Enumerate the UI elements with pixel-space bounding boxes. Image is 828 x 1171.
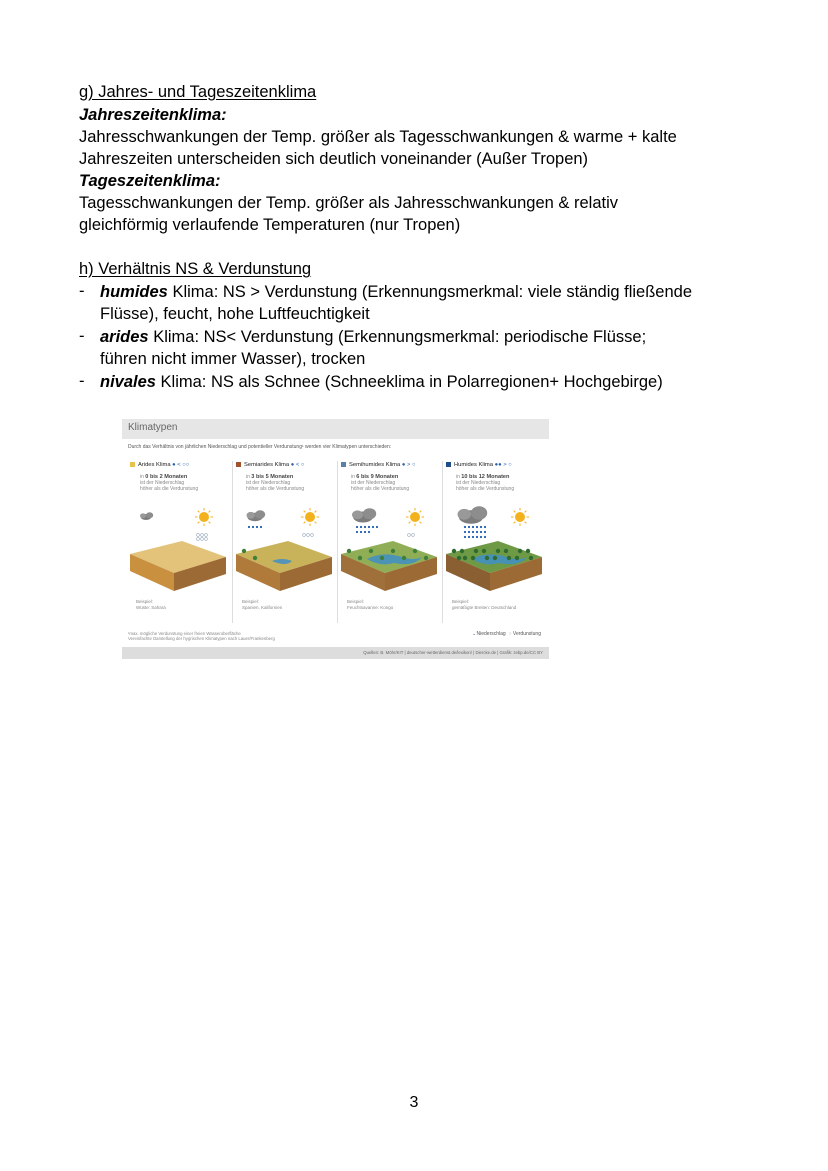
tree-icon — [474, 549, 478, 553]
tree-icon — [253, 556, 257, 560]
tree-icon — [391, 549, 395, 553]
list-item-text: Klima: NS als Schnee (Schneeklima in Polarregionen+ Hochgebirge) — [155, 373, 663, 391]
figure-title: Klimatypen — [128, 422, 178, 433]
list-item-text: Klima: NS< Verdunstung (Erkennungsmerkmal: periodische Flüsse; — [148, 328, 647, 346]
tree-icon — [493, 556, 497, 560]
sun-ray — [304, 522, 306, 524]
tree-icon — [515, 556, 519, 560]
sun-ray — [525, 511, 527, 513]
raindrop — [464, 536, 466, 538]
tree-icon — [518, 549, 522, 553]
sun-ray — [420, 511, 422, 513]
climate-column-arid — [126, 459, 230, 625]
raindrop — [360, 531, 362, 533]
bullet: - — [79, 282, 85, 300]
sun-icon — [410, 512, 420, 522]
bullet: - — [79, 372, 85, 390]
raindrop — [368, 531, 370, 533]
sun-ray — [304, 511, 306, 513]
column-description: in 0 bis 2 Monaten ist der Niederschlag höher als die Verdunstung — [140, 474, 199, 492]
raindrop — [464, 531, 466, 533]
evaporation-icon: ○ — [508, 631, 512, 637]
cloud-icon — [352, 508, 376, 522]
evaporation-bubble — [307, 534, 310, 537]
tageszeitenklima-text-2: gleichförmig verlaufende Temperaturen (nur Tropen) — [79, 216, 461, 234]
figure-footer — [122, 647, 549, 659]
jahreszeitenklima-text-1: Jahresschwankungen der Temp. größer als Tagesschwankungen & warme + kalte — [79, 128, 677, 146]
term-nivales: nivales — [100, 373, 156, 391]
figure-notes: ¹max. mögliche Verdunstung einer freien Wasseroberfläche Vereinfachte Darstellung der hygrischen Klimatypen nach Lauer/Frankenberg — [128, 631, 275, 641]
evaporation-bubble — [197, 534, 200, 537]
cloud-icon — [140, 512, 153, 520]
term-arides: arides — [100, 328, 149, 346]
sun-ray — [315, 511, 317, 513]
column-name: Semihumides Klima — [349, 462, 401, 468]
tree-icon — [482, 549, 486, 553]
color-swatch — [130, 462, 135, 467]
raindrop — [484, 531, 486, 533]
sun-icon — [515, 512, 525, 522]
color-swatch — [446, 462, 451, 467]
tree-icon — [463, 556, 467, 560]
legend-rain-label: Niederschlag — [476, 631, 506, 637]
column-name: Semiarides Klima — [244, 462, 290, 468]
raindrop — [468, 531, 470, 533]
ratio-symbol: ● < ○ — [290, 462, 305, 468]
section-g-heading: g) Jahres- und Tageszeitenklima — [79, 83, 317, 101]
raindrop — [472, 536, 474, 538]
evaporation-bubble — [205, 538, 208, 541]
column-example: Beispiel: Wüste: Sahara — [136, 599, 166, 610]
tree-icon — [424, 556, 428, 560]
climate-column-humid — [442, 459, 546, 625]
column-heading — [236, 462, 304, 468]
tree-icon — [526, 549, 530, 553]
tree-icon — [471, 556, 475, 560]
raindrop — [368, 526, 370, 528]
raindrop — [256, 526, 258, 528]
jahreszeitenklima-text-2: Jahreszeiten unterscheiden sich deutlich voneinander (Außer Tropen) — [79, 150, 589, 168]
evaporation-bubble — [201, 538, 204, 541]
raindrop — [360, 526, 362, 528]
tree-icon — [460, 549, 464, 553]
figure-subtitle: Durch das Verhältnis von jährlichen Niederschlag und potentieller Verdunstung¹ werden vier Klimatypen unterschieden: — [128, 444, 392, 450]
evaporation-bubble — [311, 534, 314, 537]
raindrop — [476, 536, 478, 538]
raindrop — [464, 526, 466, 528]
evaporation-bubble — [303, 534, 306, 537]
list-item-arides — [100, 326, 646, 348]
raindrop — [484, 536, 486, 538]
evaporation-bubble — [201, 534, 204, 537]
list-item-arides-cont: führen nicht immer Wasser), trocken — [100, 350, 366, 368]
raindrop — [364, 531, 366, 533]
raindrop — [364, 526, 366, 528]
klimatypen-figure — [122, 419, 549, 659]
sun-ray — [409, 511, 411, 513]
column-description: in 10 bis 12 Monaten ist der Niederschlag höher als die Verdunstung — [456, 474, 515, 492]
sun-ray — [409, 522, 411, 524]
raindrop — [376, 526, 378, 528]
climate-column-semiarid — [232, 459, 336, 625]
tree-icon — [485, 556, 489, 560]
raindrop — [472, 531, 474, 533]
cloud-icon — [458, 506, 488, 524]
tree-icon — [529, 556, 533, 560]
evaporation-bubble — [412, 534, 415, 537]
column-description: in 6 bis 9 Monaten ist der Niederschlag höher als die Verdunstung — [351, 474, 410, 492]
page-number: 3 — [409, 1094, 419, 1111]
color-swatch — [236, 462, 241, 467]
raindrop — [476, 526, 478, 528]
ratio-symbol: ● < ○○ — [172, 462, 190, 468]
landscape-illustration — [337, 499, 441, 609]
sun-ray — [209, 522, 211, 524]
tree-icon — [358, 556, 362, 560]
section-h-heading: h) Verhältnis NS & Verdunstung — [79, 260, 312, 278]
sun-ray — [420, 522, 422, 524]
tree-icon — [413, 549, 417, 553]
raindrop — [480, 526, 482, 528]
raindrop — [480, 536, 482, 538]
raindrop — [468, 526, 470, 528]
column-example: Beispiel: Spanien, Kalifornien — [242, 599, 283, 610]
evaporation-bubble — [408, 534, 411, 537]
raindrop — [372, 526, 374, 528]
raindrop — [484, 526, 486, 528]
raindrop — [252, 526, 254, 528]
tree-icon — [347, 549, 351, 553]
legend-evap-label: Verdunstung — [512, 631, 541, 637]
color-swatch — [341, 462, 346, 467]
figure-source: Quellen: B. Möhr/KIT | deutscher-wetterdienst.de/lexikon/ | Diercke.de | Grafik: zebp.de/CC BY — [363, 650, 543, 655]
raindrop — [476, 531, 478, 533]
evaporation-bubble — [197, 538, 200, 541]
tree-icon — [457, 556, 461, 560]
list-item-humides — [100, 281, 692, 303]
ratio-symbol: ● > ○ — [401, 462, 416, 468]
list-item-nivales — [100, 371, 663, 393]
climate-column-semihumid — [337, 459, 441, 625]
tree-icon — [504, 549, 508, 553]
sun-ray — [514, 511, 516, 513]
sun-ray — [315, 522, 317, 524]
raindrop — [468, 536, 470, 538]
evaporation-bubble — [205, 534, 208, 537]
column-heading — [341, 462, 415, 468]
tageszeitenklima-text-1: Tagesschwankungen der Temp. größer als Jahresschwankungen & relativ — [79, 194, 618, 212]
tageszeitenklima-title: Tageszeitenklima: — [79, 172, 221, 190]
tree-icon — [380, 556, 384, 560]
tree-icon — [452, 549, 456, 553]
bullet: - — [79, 327, 85, 345]
figure-header — [122, 419, 549, 439]
landscape-illustration — [232, 499, 336, 609]
term-humides: humides — [100, 283, 168, 301]
list-item-text: Klima: NS > Verdunstung (Erkennungsmerkmal: viele ständig fließende — [167, 283, 693, 301]
tree-icon — [496, 549, 500, 553]
sun-icon — [199, 512, 209, 522]
sun-ray — [525, 522, 527, 524]
sun-ray — [209, 511, 211, 513]
column-name: Humides Klima — [454, 462, 493, 468]
column-heading — [130, 462, 189, 468]
raindrop-icon: 💧︎ — [473, 631, 476, 637]
tree-icon — [507, 556, 511, 560]
landscape-illustration — [442, 499, 546, 609]
column-name: Arides Klima — [138, 462, 171, 468]
landscape-illustration — [126, 499, 230, 609]
sun-ray — [198, 511, 200, 513]
raindrop — [248, 526, 250, 528]
tree-icon — [242, 549, 246, 553]
tree-icon — [402, 556, 406, 560]
list-item-humides-cont: Flüsse), feucht, hohe Luftfeuchtigkeit — [100, 305, 370, 323]
raindrop — [480, 531, 482, 533]
sun-icon — [305, 512, 315, 522]
column-description: in 3 bis 5 Monaten ist der Niederschlag höher als die Verdunstung — [246, 474, 305, 492]
column-example: Beispiel: Feuchtsavanne: Kongo — [347, 599, 394, 610]
ratio-symbol: ●● > ○ — [494, 462, 512, 468]
raindrop — [356, 526, 358, 528]
raindrop — [472, 526, 474, 528]
raindrop — [356, 531, 358, 533]
cloud-icon — [247, 510, 266, 521]
sun-ray — [514, 522, 516, 524]
jahreszeitenklima-title: Jahreszeitenklima: — [79, 106, 227, 124]
sun-ray — [198, 522, 200, 524]
figure-legend — [473, 631, 541, 637]
raindrop — [260, 526, 262, 528]
column-heading — [446, 462, 512, 468]
column-example: Beispiel: gemäßigte Breiten: Deutschland — [452, 599, 517, 610]
tree-icon — [369, 549, 373, 553]
